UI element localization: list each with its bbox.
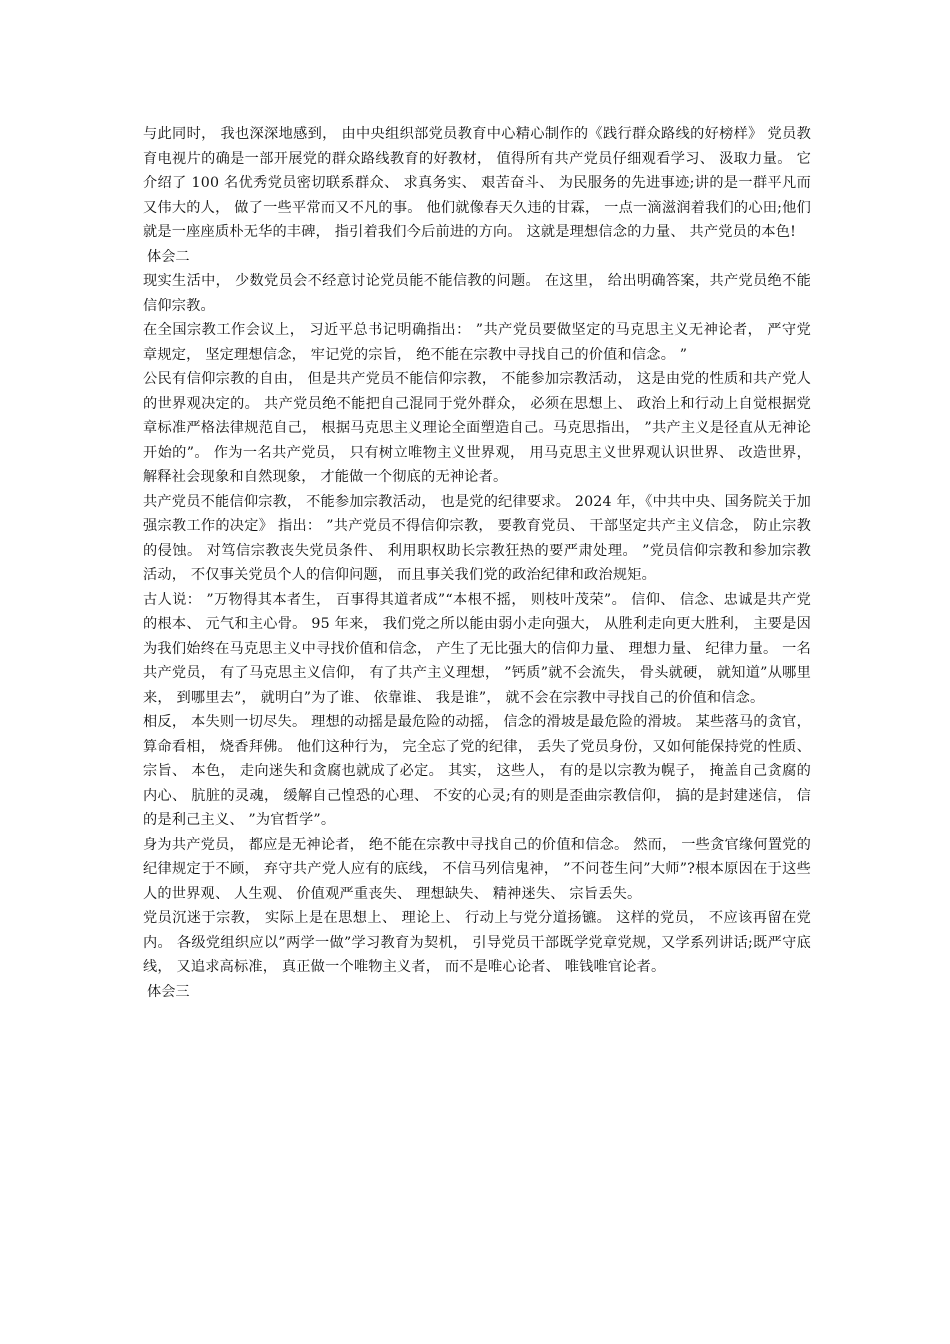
paragraph-9: 党员沉迷于宗教， 实际上是在思想上、 理论上、 行动上与党分道扬镳。 这样的党员， 不应该再留在党内。 各级党组织应以”两学一做”学习教育为契机， 引导党员干部既学党章党规，又学系列讲话;既严守底线， 又追求高标准， 真正做一个唯物主义者， 而不是唯心论者、 唯钱唯官论者。 (143, 910, 811, 975)
paragraph-4: 公民有信仰宗教的自由， 但是共产党员不能信仰宗教， 不能参加宗教活动， 这是由党的性质和共产党人的世界观决定的。 共产党员绝不能把自己混同于党外群众， 必须在思想上、 政治上和行动上自觉根据党章标准严格法律规范自己， 根据马克思主义理论全面塑造自己。马克思指出， ”共产主义是径直从无神论开始的”。 作为一名共产党员， 只有树立唯物主义世界观， 用马克思主义世界观认识世界、 改造世界， 解释社会现象和自然现象， 才能做一个彻底的无神论者。 (143, 371, 811, 485)
document-page (143, 122, 811, 1004)
paragraph-8: 身为共产党员， 都应是无神论者， 绝不能在宗教中寻找自己的价值和信念。 然而， 一些贪官缘何置党的纪律规定于不顾， 弃守共产党人应有的底线， 不信马列信鬼神， ”不问苍生问”大师”?根本原因在于这些人的世界观、 人生观、 价值观严重丧失、 理想缺失、 精神迷失、 宗旨丢失。 (143, 836, 811, 902)
paragraph-7: 相反， 本失则一切尽失。 理想的动摇是最危险的动摇， 信念的滑坡是最危险的滑坡。 某些落马的贪官， 算命看相， 烧香拜佛。 他们这种行为， 完全忘了党的纪律， 丢失了党员身份，又如何能保持党的性质、 宗旨、 本色， 走向迷失和贪腐也就成了必定。 其实， 这些人， 有的是以宗教为幌子， 掩盖自己贪腐的内心、 肮脏的灵魂， 缓解自己惶恐的心理、 不安的心灵;有的则是歪曲宗教信仰， 搞的是封建迷信， 信的是利己主义、 ”为官哲学”。 (143, 714, 811, 828)
paragraph-5: 共产党员不能信仰宗教， 不能参加宗教活动， 也是党的纪律要求。 2024 年，《中共中央、国务院关于加强宗教工作的决定》 指出： ”共产党员不得信仰宗教， 要教育党员、 干部坚定共产主义信念， 防止宗教的侵蚀。 对笃信宗教丧失党员条件、 利用职权助长宗教狂热的要严肃处理。 ”党员信仰宗教和参加宗教活动， 不仅事关党员个人的信仰问题， 而且事关我们党的政治纪律和政治规矩。 (143, 493, 811, 583)
paragraph-6: 古人说： ”万物得其本者生， 百事得其道者成”“本根不摇， 则枝叶茂荣”。 信仰、 信念、忠诚是共产党的根本、 元气和主心骨。 95 年来， 我们党之所以能由弱小走向强大， 从胜利走向更大胜利， 主要是因为我们始终在马克思主义中寻找价值和信念， 产生了无比强大的信仰力量、 理想力量、 纪律力量。 一名共产党员， 有了马克思主义信仰， 有了共产主义理想， ”钙质”就不会流失， 骨头就硬， 就知道”从哪里来， 到哪里去”， 就明白”为了谁、 依靠谁、 我是谁”， 就不会在宗教中寻找自己的价值和信念。 (143, 591, 811, 706)
section-heading-2: 体会二 (147, 248, 190, 265)
section-heading-3: 体会三 (147, 983, 190, 1000)
paragraph-1: 与此同时， 我也深深地感到， 由中央组织部党员教育中心精心制作的《践行群众路线的好榜样》 党员教育电视片的确是一部开展党的群众路线教育的好教材， 值得所有共产党员仔细观看学习、 汲取力量。 它介绍了 100 名优秀党员密切联系群众、 求真务实、 艰苦奋斗、 为民服务的先进事迹;讲的是一群平凡而又伟大的人， 做了一些平常而又不凡的事。 他们就像春天久违的甘霖， 一点一滴滋润着我们的心田;他们就是一座座质朴无华的丰碑， 指引着我们今后前进的方向。 这就是理想信念的力量、 共产党员的本色! (143, 126, 811, 240)
paragraph-2: 现实生活中， 少数党员会不经意讨论党员能不能信教的问题。 在这里， 给出明确答案，共产党员绝不能信仰宗教。 (143, 273, 811, 314)
paragraph-3: 在全国宗教工作会议上， 习近平总书记明确指出： ”共产党员要做坚定的马克思主义无神论者， 严守党章规定， 坚定理想信念， 牢记党的宗旨， 绝不能在宗教中寻找自己的价值和信念。 ” (143, 322, 811, 363)
